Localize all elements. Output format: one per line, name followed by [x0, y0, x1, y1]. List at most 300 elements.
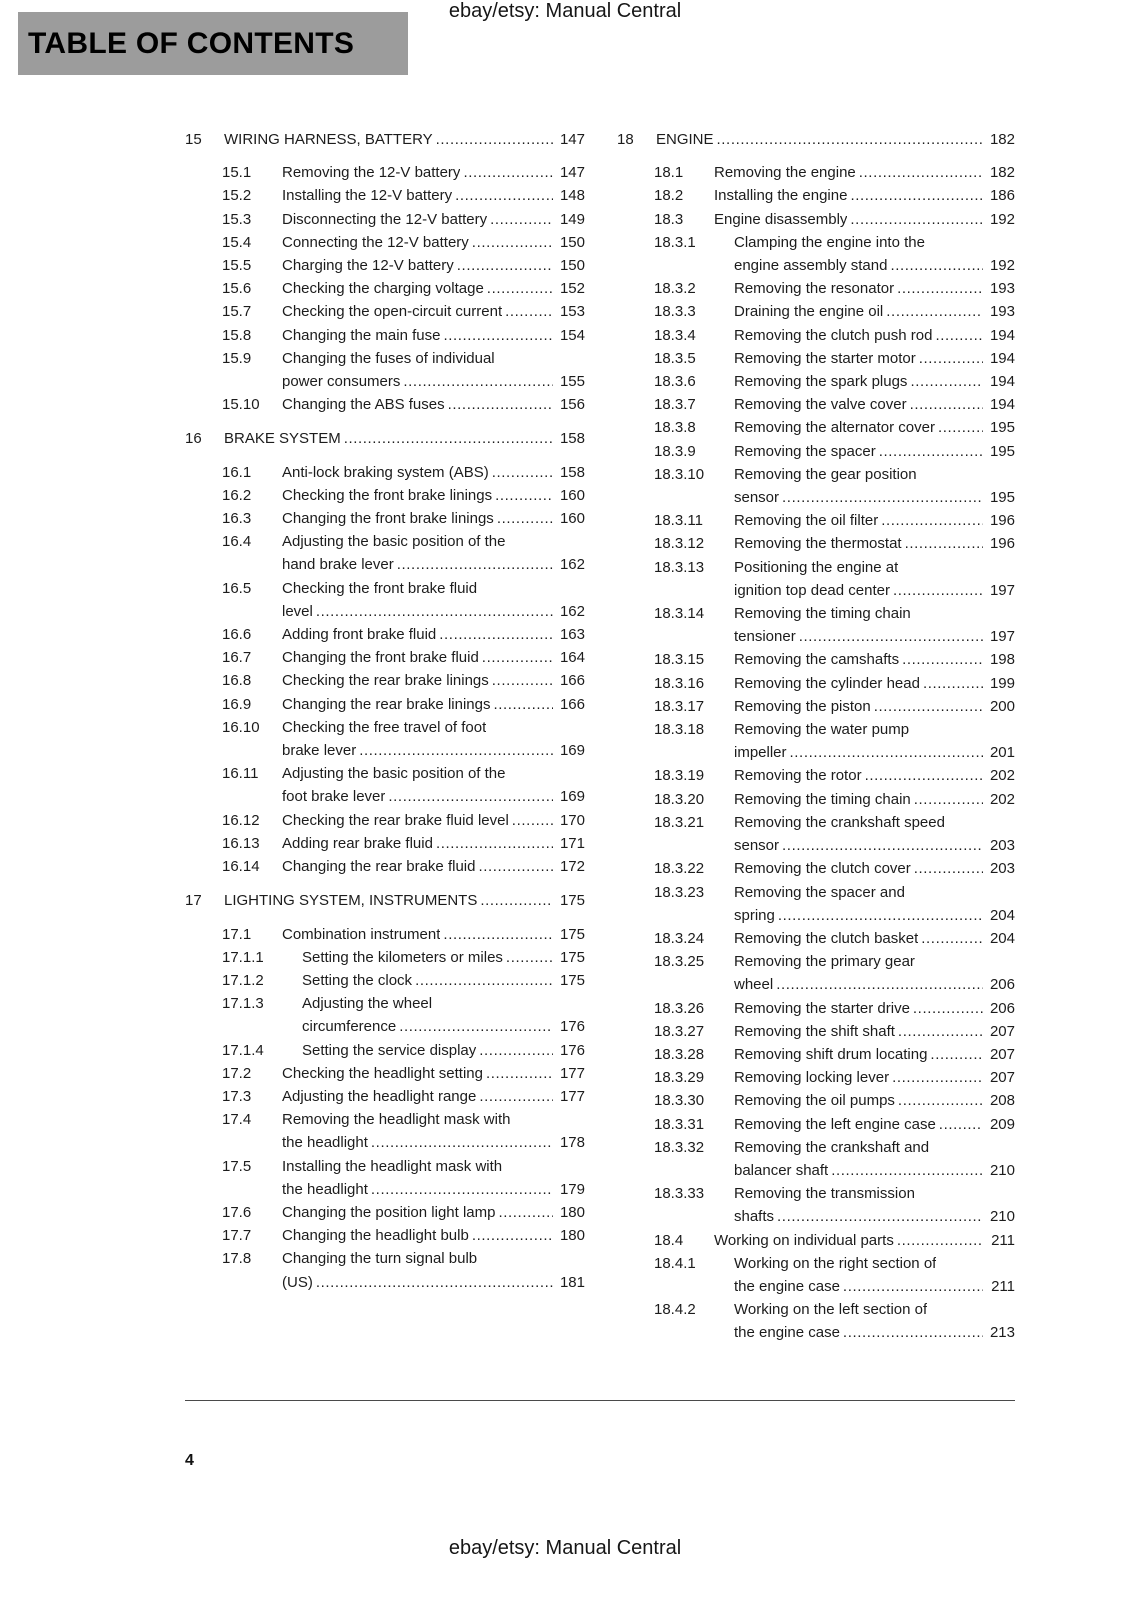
entry-number: 18.3.5 — [654, 349, 696, 367]
toc-line — [617, 672, 1015, 695]
entry-page: 210 — [989, 1161, 1015, 1179]
entry-page: 162 — [559, 602, 585, 620]
entry-title: Removing the crankshaft speed — [734, 813, 945, 831]
entry-title: Adjusting the basic position of the — [282, 533, 506, 551]
dot-leader — [457, 254, 553, 277]
entry-number: 18.3.21 — [654, 813, 705, 831]
entry-title: Changing the position light lamp — [282, 1203, 496, 1221]
entry-page: 196 — [989, 512, 1015, 530]
toc-line — [617, 881, 1015, 904]
entry-title: brake lever — [282, 742, 357, 760]
toc-line — [185, 693, 585, 716]
entry-title: Checking the front brake fluid — [282, 579, 478, 597]
entry-number: 15.8 — [222, 326, 252, 344]
entry-page: 155 — [559, 373, 585, 391]
toc-line — [617, 324, 1015, 347]
entry-page: 192 — [989, 210, 1015, 228]
toc-line — [617, 1159, 1015, 1182]
toc-line — [617, 161, 1015, 184]
entry-number: 18.3.23 — [654, 883, 705, 901]
toc-line — [185, 1062, 585, 1085]
entry-title: the headlight — [282, 1134, 368, 1152]
entry-title: Removing the headlight mask with — [282, 1111, 511, 1129]
entry-title: foot brake lever — [282, 788, 386, 806]
entry-page: 156 — [559, 396, 585, 414]
toc-line — [185, 600, 585, 623]
entry-title: Removing the valve cover — [734, 396, 907, 414]
entry-title: Removing the clutch push rod — [734, 326, 933, 344]
entry-title: Removing the oil pumps — [734, 1092, 895, 1110]
dot-leader — [921, 927, 983, 950]
entry-title: Changing the rear brake linings — [282, 695, 491, 713]
toc-line — [185, 1039, 585, 1062]
entry-title: Removing the gear position — [734, 465, 917, 483]
toc-line — [185, 992, 585, 1015]
entry-number: 18.3.31 — [654, 1115, 705, 1133]
toc-section — [185, 889, 585, 1293]
entry-title: BRAKE SYSTEM — [224, 430, 341, 448]
entry-title: Changing the rear brake fluid — [282, 858, 476, 876]
entry-title: ENGINE — [656, 131, 714, 148]
entry-title: Removing the spark plugs — [734, 373, 908, 391]
toc-line — [617, 440, 1015, 463]
toc-line — [185, 623, 585, 646]
entry-title: Removing the engine — [714, 164, 856, 182]
toc-line — [617, 973, 1015, 996]
toc-line — [617, 741, 1015, 764]
entry-number: 18.3.4 — [654, 326, 696, 344]
dot-leader — [782, 486, 983, 509]
toc-line — [185, 254, 585, 277]
entry-page: 197 — [989, 628, 1015, 646]
entry-page: 175 — [559, 925, 585, 943]
toc-line — [617, 277, 1015, 300]
entry-number: 18.3.9 — [654, 442, 696, 460]
dot-leader — [492, 461, 553, 484]
entry-number: 18.3.10 — [654, 465, 705, 483]
toc-line — [617, 1043, 1015, 1066]
toc-line — [185, 461, 585, 484]
entry-title: Changing the turn signal bulb — [282, 1250, 478, 1268]
entry-page: 179 — [559, 1180, 585, 1198]
entry-title: Draining the engine oil — [734, 303, 884, 321]
entry-title: Adjusting the headlight range — [282, 1087, 477, 1105]
toc-line — [185, 1247, 585, 1270]
entry-number: 16.14 — [222, 858, 260, 876]
entry-title: impeller — [734, 744, 787, 762]
toc-line — [185, 832, 585, 855]
toc-line — [185, 1108, 585, 1131]
entry-number: 18.3.7 — [654, 396, 696, 414]
entry-title: Checking the front brake linings — [282, 486, 493, 504]
footer-divider — [185, 1400, 1015, 1401]
toc-line — [617, 370, 1015, 393]
dot-leader — [890, 254, 983, 277]
dot-leader — [397, 553, 553, 576]
dot-leader — [898, 1020, 983, 1043]
entry-title: Removing the rotor — [734, 767, 862, 785]
entry-title: Connecting the 12-V battery — [282, 233, 469, 251]
toc-line — [617, 811, 1015, 834]
entry-title: wheel — [734, 976, 774, 994]
entry-number: 17.8 — [222, 1250, 252, 1268]
entry-title: Removing the alternator cover — [734, 419, 935, 437]
entry-page: 202 — [989, 767, 1015, 785]
toc-line — [185, 530, 585, 553]
entry-number: 18.3.29 — [654, 1069, 705, 1087]
entry-number: 18.3.14 — [654, 605, 705, 623]
dot-leader — [479, 1039, 553, 1062]
toc-line — [185, 1155, 585, 1178]
entry-title: the engine case — [734, 1324, 840, 1342]
toc-line — [617, 254, 1015, 277]
entry-page: 209 — [989, 1115, 1015, 1133]
entry-page: 199 — [989, 674, 1015, 692]
toc-line — [617, 1275, 1015, 1298]
toc-line — [185, 889, 585, 912]
entry-page: 193 — [989, 280, 1015, 298]
dot-leader — [914, 857, 983, 880]
entry-number: 15.1 — [222, 164, 252, 182]
entry-number: 18.3.22 — [654, 860, 705, 878]
bottom-watermark: ebay/etsy: Manual Central — [448, 1537, 682, 1559]
entry-page: 204 — [989, 906, 1015, 924]
toc-line — [617, 208, 1015, 231]
toc-line — [185, 300, 585, 323]
entry-page: 160 — [559, 510, 585, 528]
toc-line — [185, 370, 585, 393]
entry-title: LIGHTING SYSTEM, INSTRUMENTS — [224, 892, 478, 910]
toc-line — [617, 1136, 1015, 1159]
dot-leader — [850, 208, 983, 231]
dot-leader — [455, 184, 553, 207]
entry-title: Changing the ABS fuses — [282, 396, 445, 414]
entry-page: 147 — [559, 164, 585, 182]
entry-number: 17.6 — [222, 1203, 252, 1221]
toc-line — [617, 950, 1015, 973]
entry-number: 18.3.13 — [654, 558, 705, 576]
dot-leader — [344, 427, 553, 450]
toc-line — [185, 669, 585, 692]
toc-line — [185, 716, 585, 739]
toc-line — [617, 463, 1015, 486]
entry-page: 175 — [559, 948, 585, 966]
entry-number: 18.3.17 — [654, 697, 705, 715]
dot-leader — [881, 509, 983, 532]
dot-leader — [478, 855, 553, 878]
entry-title: Removing the left engine case — [734, 1115, 936, 1133]
entry-title: Working on the left section of — [734, 1301, 928, 1319]
dot-leader — [778, 904, 983, 927]
entry-page: 182 — [989, 164, 1015, 182]
entry-number: 17.4 — [222, 1111, 252, 1129]
entry-page: 148 — [559, 187, 585, 205]
entry-number: 17.1.3 — [222, 995, 264, 1013]
entry-title: Setting the service display — [302, 1041, 477, 1059]
page-number: 4 — [185, 1452, 194, 1469]
toc-line — [185, 1271, 585, 1294]
entry-title: Removing the piston — [734, 697, 871, 715]
entry-number: 18.3.16 — [654, 674, 705, 692]
toc-line — [185, 785, 585, 808]
entry-page: 163 — [559, 626, 585, 644]
toc-line — [617, 486, 1015, 509]
entry-title: power consumers — [282, 373, 401, 391]
dot-leader — [506, 946, 553, 969]
entry-page: 180 — [559, 1227, 585, 1245]
entry-page: 197 — [989, 581, 1015, 599]
entry-page: 213 — [989, 1324, 1015, 1342]
entry-page: 194 — [989, 326, 1015, 344]
entry-number: 18.3.15 — [654, 651, 705, 669]
entry-page: 169 — [559, 742, 585, 760]
toc-line — [185, 184, 585, 207]
entry-page: 181 — [559, 1273, 585, 1291]
dot-leader — [492, 669, 553, 692]
toc-line — [185, 855, 585, 878]
entry-page: 180 — [559, 1203, 585, 1221]
dot-leader — [902, 648, 983, 671]
dot-leader — [316, 1271, 553, 1294]
entry-number: 18.3.18 — [654, 721, 705, 739]
entry-number: 18.3.33 — [654, 1185, 705, 1203]
entry-title: Changing the headlight bulb — [282, 1227, 469, 1245]
toc-line — [185, 231, 585, 254]
dot-leader — [487, 277, 553, 300]
entry-number: 16.2 — [222, 486, 252, 504]
entry-number: 18.4.1 — [654, 1254, 696, 1272]
entry-number: 18.3.30 — [654, 1092, 705, 1110]
entry-number: 16 — [185, 430, 202, 448]
toc-line — [185, 324, 585, 347]
entry-number: 17.1.2 — [222, 971, 264, 989]
entry-title: Removing the spacer — [734, 442, 876, 460]
entry-number: 17.1.4 — [222, 1041, 264, 1059]
entry-title: Disconnecting the 12-V battery — [282, 210, 488, 228]
entry-title: sensor — [734, 489, 780, 507]
toc-line — [185, 969, 585, 992]
dot-leader — [892, 1066, 983, 1089]
entry-number: 16.5 — [222, 579, 252, 597]
entry-number: 18.1 — [654, 164, 684, 182]
entry-number: 16.8 — [222, 672, 252, 690]
dot-leader — [905, 532, 983, 555]
dot-leader — [482, 646, 553, 669]
dot-leader — [919, 347, 983, 370]
dot-leader — [512, 809, 553, 832]
entry-page: 207 — [989, 1045, 1015, 1063]
dot-leader — [914, 788, 983, 811]
dot-leader — [790, 741, 983, 764]
toc-line — [185, 393, 585, 416]
dot-leader — [886, 300, 983, 323]
dot-leader — [490, 208, 553, 231]
entry-number: 18.3.19 — [654, 767, 705, 785]
toc-line — [185, 1085, 585, 1108]
dot-leader — [439, 623, 553, 646]
toc-line — [617, 1089, 1015, 1112]
entry-title: Removing the shift shaft — [734, 1022, 895, 1040]
entry-title: Removing the resonator — [734, 280, 895, 298]
entry-page: 164 — [559, 649, 585, 667]
entry-title: Removing the timing chain — [734, 605, 911, 623]
entry-title: Removing the camshafts — [734, 651, 900, 669]
entry-page: 194 — [989, 349, 1015, 367]
toc-line — [617, 1252, 1015, 1275]
entry-number: 18.3.24 — [654, 929, 705, 947]
entry-number: 17.2 — [222, 1064, 252, 1082]
toc-line — [617, 834, 1015, 857]
entry-page: 175 — [559, 892, 585, 910]
dot-leader — [874, 695, 983, 718]
entry-title: Setting the kilometers or miles — [302, 948, 503, 966]
toc-line — [617, 416, 1015, 439]
entry-title: Positioning the engine at — [734, 558, 899, 576]
toc-line — [617, 347, 1015, 370]
dot-leader — [388, 785, 553, 808]
entry-number: 16.9 — [222, 695, 252, 713]
entry-number: 18.4 — [654, 1231, 684, 1249]
dot-leader — [939, 1113, 983, 1136]
entry-number: 17.1.1 — [222, 948, 264, 966]
entry-number: 17 — [185, 892, 202, 910]
entry-number: 18.3.1 — [654, 233, 696, 251]
entry-number: 18.3.32 — [654, 1138, 705, 1156]
page-title: TABLE OF CONTENTS — [28, 26, 355, 60]
dot-leader — [910, 370, 983, 393]
entry-title: the headlight — [282, 1180, 368, 1198]
entry-title: Installing the engine — [714, 187, 848, 205]
toc-line — [185, 1224, 585, 1247]
entry-number: 15.7 — [222, 303, 252, 321]
entry-title: tensioner — [734, 628, 796, 646]
entry-page: 203 — [989, 837, 1015, 855]
entry-number: 17.5 — [222, 1157, 252, 1175]
entry-number: 18.3.8 — [654, 419, 696, 437]
entry-page: 169 — [559, 788, 585, 806]
entry-title: Combination instrument — [282, 925, 441, 943]
entry-number: 18.3.3 — [654, 303, 696, 321]
entry-title: Anti-lock braking system (ABS) — [282, 463, 489, 481]
toc-line — [185, 646, 585, 669]
dot-leader — [843, 1321, 983, 1344]
entry-number: 16.11 — [222, 765, 259, 783]
toc-section — [617, 128, 1015, 1345]
entry-title: Checking the open-circuit current — [282, 303, 503, 321]
entry-title: Removing the transmission — [734, 1185, 915, 1203]
entry-title: Removing the water pump — [734, 721, 910, 739]
toc-line — [617, 300, 1015, 323]
entry-title: Checking the free travel of foot — [282, 718, 487, 736]
dot-leader — [498, 1201, 553, 1224]
toc-line — [617, 602, 1015, 625]
entry-page: 211 — [991, 1277, 1015, 1295]
entry-number: 17.7 — [222, 1227, 252, 1245]
entry-page: 177 — [559, 1087, 585, 1105]
toc-line — [617, 625, 1015, 648]
dot-leader — [399, 1015, 553, 1038]
entry-page: 193 — [989, 303, 1015, 321]
entry-title: shafts — [734, 1208, 775, 1226]
dot-leader — [448, 393, 553, 416]
entry-title: Installing the headlight mask with — [282, 1157, 503, 1175]
entry-page: 176 — [559, 1041, 585, 1059]
toc-line — [185, 946, 585, 969]
dot-leader — [371, 1178, 553, 1201]
toc-line — [185, 1131, 585, 1154]
dot-leader — [436, 832, 553, 855]
dot-leader — [717, 128, 983, 151]
toc-column-left — [185, 128, 585, 1345]
dot-leader — [913, 997, 983, 1020]
dot-leader — [443, 923, 553, 946]
toc-line — [617, 1229, 1015, 1252]
entry-title: Removing the cylinder head — [734, 674, 920, 692]
entry-title: Changing the main fuse — [282, 326, 441, 344]
entry-title: spring — [734, 906, 775, 924]
entry-number: 16.6 — [222, 626, 252, 644]
dot-leader — [930, 1043, 983, 1066]
toc-line — [617, 718, 1015, 741]
dot-leader — [898, 1089, 983, 1112]
entry-page: 158 — [559, 430, 585, 448]
entry-title: Clamping the engine into the — [734, 233, 925, 251]
entry-title: Adding front brake fluid — [282, 626, 437, 644]
entry-page: 194 — [989, 396, 1015, 414]
entry-title: WIRING HARNESS, BATTERY — [224, 131, 433, 148]
dot-leader — [935, 324, 983, 347]
dot-leader — [443, 324, 553, 347]
dot-leader — [486, 1062, 553, 1085]
entry-number: 15.3 — [222, 210, 252, 228]
entry-number: 16.1 — [222, 463, 252, 481]
entry-title: Checking the rear brake fluid level — [282, 811, 509, 829]
toc-line — [185, 1015, 585, 1038]
title-banner — [18, 12, 408, 75]
toc-line — [617, 1205, 1015, 1228]
dot-leader — [316, 600, 553, 623]
toc-line — [185, 277, 585, 300]
entry-number: 18 — [617, 131, 634, 148]
toc-line — [185, 128, 585, 151]
dot-leader — [938, 416, 983, 439]
entry-page: 208 — [989, 1092, 1015, 1110]
entry-page: 210 — [989, 1208, 1015, 1226]
dot-leader — [897, 277, 983, 300]
entry-title: engine assembly stand — [734, 257, 888, 275]
entry-page: 202 — [989, 790, 1015, 808]
dot-leader — [893, 579, 983, 602]
entry-title: Adjusting the basic position of the — [282, 765, 506, 783]
entry-title: Setting the clock — [302, 971, 413, 989]
entry-page: 207 — [989, 1069, 1015, 1087]
toc-column-right — [617, 128, 1015, 1345]
entry-title: Removing locking lever — [734, 1069, 890, 1087]
entry-title: the engine case — [734, 1277, 840, 1295]
entry-page: 160 — [559, 486, 585, 504]
entry-number: 15.9 — [222, 349, 252, 367]
toc-line — [185, 1178, 585, 1201]
entry-page: 182 — [989, 131, 1015, 148]
entry-title: Working on individual parts — [714, 1231, 894, 1249]
toc-line — [617, 509, 1015, 532]
dot-leader — [415, 969, 553, 992]
entry-title: Removing the clutch cover — [734, 860, 911, 878]
table-of-contents — [185, 128, 1015, 1345]
entry-page: 178 — [559, 1134, 585, 1152]
entry-page: 153 — [559, 303, 585, 321]
toc-line — [185, 739, 585, 762]
